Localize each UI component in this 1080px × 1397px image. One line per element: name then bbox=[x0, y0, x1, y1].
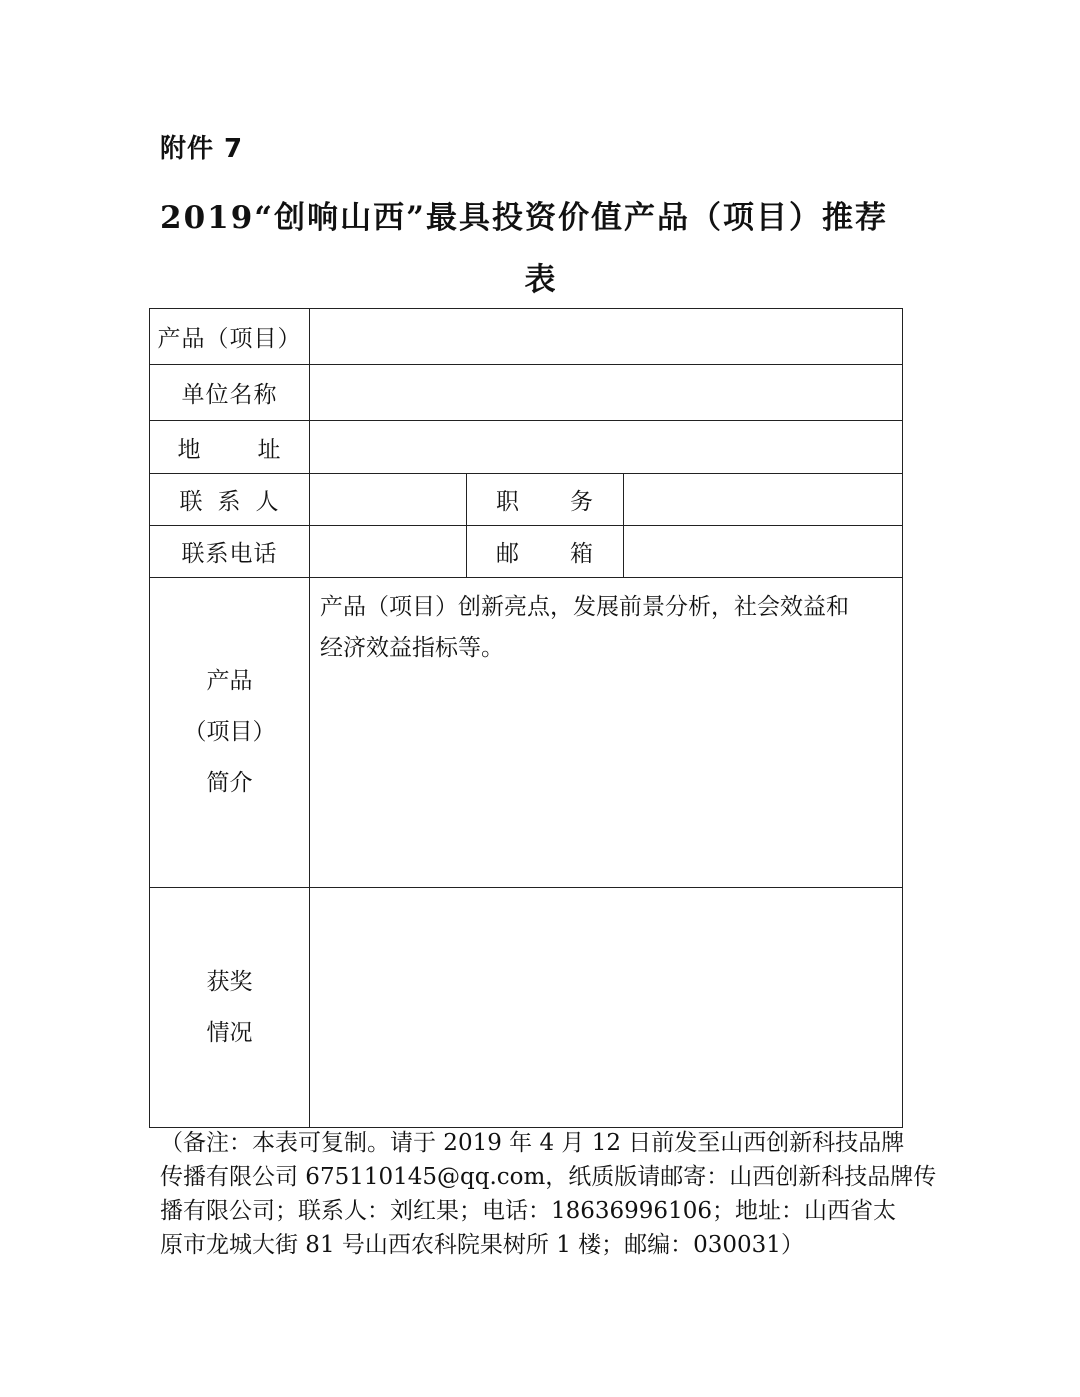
row-contact bbox=[150, 474, 903, 526]
phone-field[interactable] bbox=[310, 526, 467, 578]
product-label: 产品（项目） bbox=[150, 309, 310, 365]
intro-field[interactable] bbox=[310, 578, 903, 888]
row-product bbox=[150, 309, 903, 365]
row-phone bbox=[150, 526, 903, 578]
row-address bbox=[150, 421, 903, 474]
company-label: 单位名称 bbox=[150, 365, 310, 421]
intro-hint-line2: 经济效益指标等。 bbox=[320, 635, 504, 661]
row-intro bbox=[150, 578, 903, 888]
intro-label: 产品 （项目） 简介 bbox=[150, 578, 310, 888]
phone-label: 联系电话 bbox=[150, 526, 310, 578]
intro-hint-line1: 产品（项目）创新亮点，发展前景分析，社会效益和 bbox=[320, 594, 849, 620]
form-title-line1: 2019“创响山西”最具投资价值产品（项目）推荐 bbox=[160, 200, 888, 236]
email-label: 邮 箱 bbox=[467, 526, 624, 578]
footnote-line: 传播有限公司 675110145@qq.com，纸质版请邮寄：山西创新科技品牌传 bbox=[160, 1164, 937, 1190]
company-field[interactable] bbox=[310, 365, 903, 421]
email-field[interactable] bbox=[624, 526, 903, 578]
row-company bbox=[150, 365, 903, 421]
contact-label: 联 系 人 bbox=[150, 474, 310, 526]
recommendation-form-table bbox=[149, 308, 903, 1128]
position-field[interactable] bbox=[624, 474, 903, 526]
footnote-line: 原市龙城大街 81 号山西农科院果树所 1 楼；邮编：030031） bbox=[160, 1232, 804, 1258]
product-field[interactable] bbox=[310, 309, 903, 365]
footnote-line: 播有限公司；联系人：刘红果；电话：18636996106；地址：山西省太 bbox=[160, 1198, 896, 1224]
footnote-line: （备注：本表可复制。请于 2019 年 4 月 12 日前发至山西创新科技品牌 bbox=[160, 1130, 905, 1156]
form-title-line2: 表 bbox=[524, 262, 556, 298]
address-label: 地 址 bbox=[150, 421, 310, 474]
attachment-label: 附件 7 bbox=[160, 134, 244, 164]
contact-field[interactable] bbox=[310, 474, 467, 526]
address-field[interactable] bbox=[310, 421, 903, 474]
position-label: 职 务 bbox=[467, 474, 624, 526]
footnote bbox=[160, 1126, 937, 1262]
row-awards bbox=[150, 888, 903, 1128]
awards-label: 获奖 情况 bbox=[150, 888, 310, 1128]
awards-field[interactable] bbox=[310, 888, 903, 1128]
